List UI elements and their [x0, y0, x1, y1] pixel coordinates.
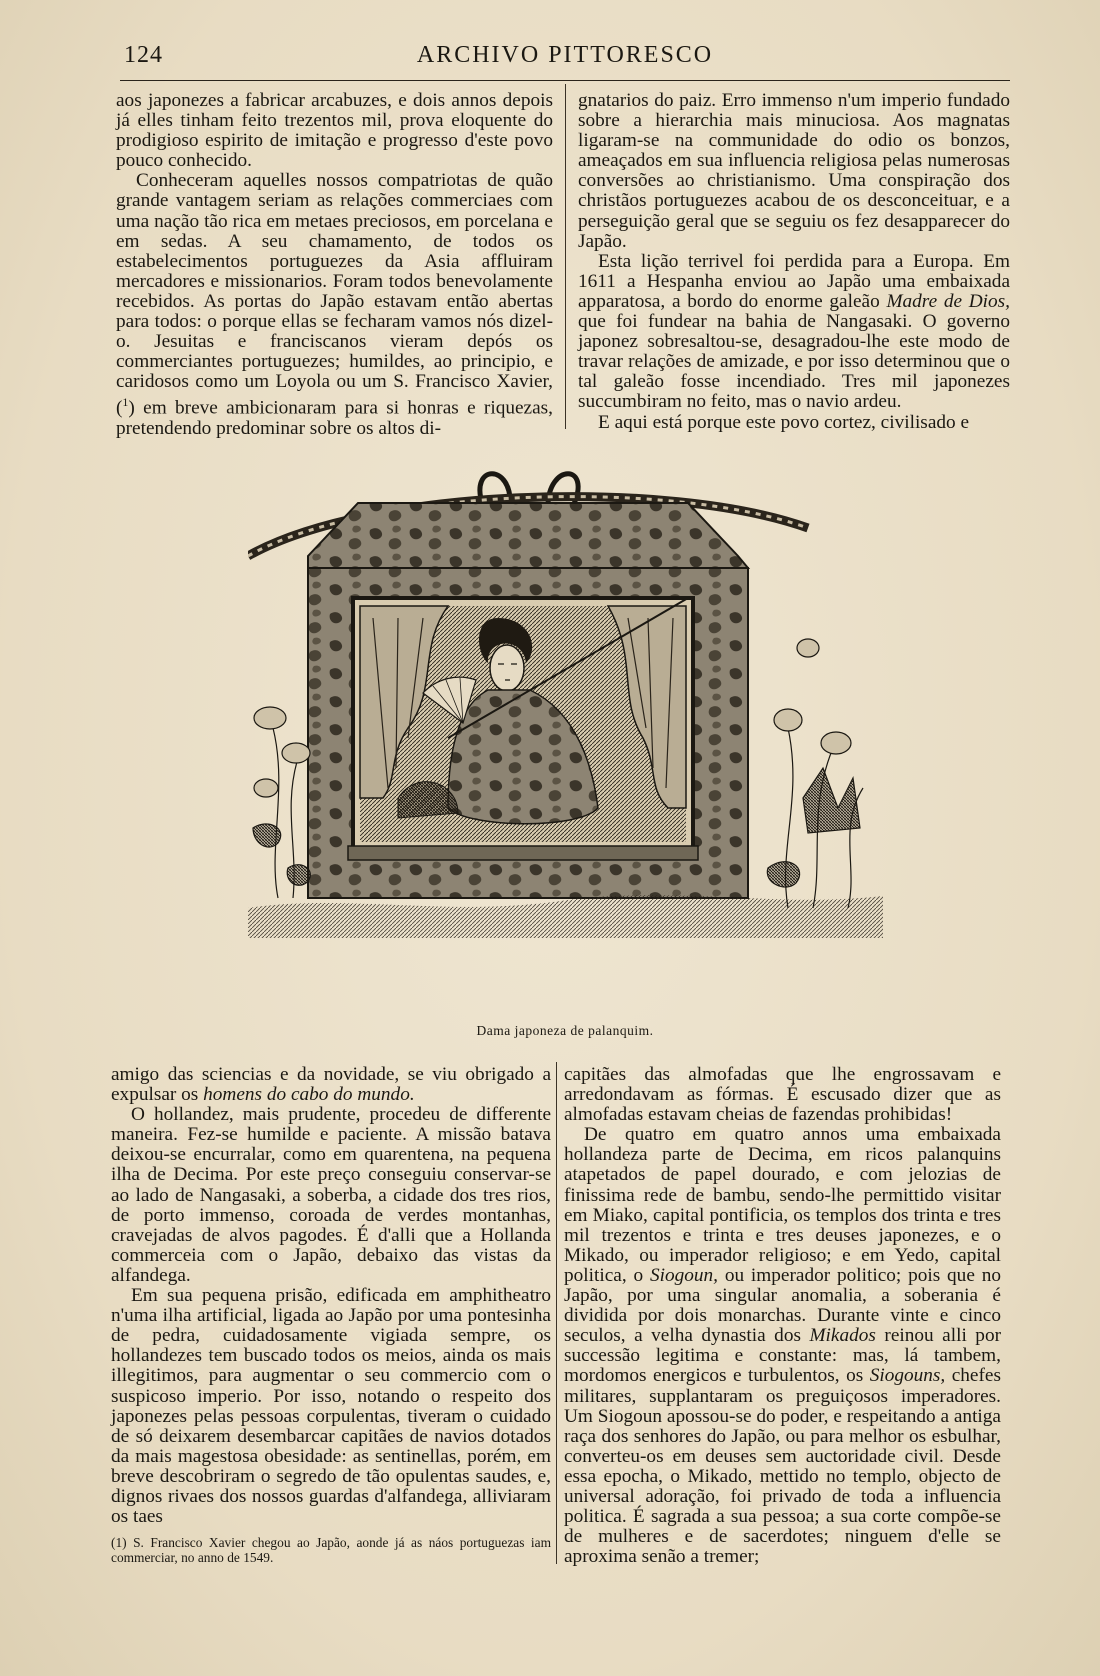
column-divider [565, 84, 566, 429]
paragraph [111, 1065, 551, 1105]
paragraph: E aqui está porque este povo cortez, civilisado e [598, 411, 970, 433]
running-title: ARCHIVO PITTORESCO [416, 42, 714, 68]
header-rule [120, 80, 1010, 81]
paragraph [564, 1125, 1001, 1567]
paragraph: O hollandez, mais prudente, procedeu de differente maneira. Fez-se humilde e paciente. A missão batava deixou-se encurralar, como em quarentena, na pequena ilha de Decima. Por este preço conseguiu conservar-se ao lado de Nangasaki, a soberba, a cidade dos tres rios, de porto immenso, coroada de verdes montanhas, cravejadas de alvos pagodes. É d'alli que a Hollanda commerceia com o Japão, debaixo das vistas da alfandega. [111, 1104, 551, 1286]
paragraph: aos japonezes a fabricar arcabuzes, e dois annos depois já elles tinham feito trezentos mil, prova eloquente do prodigioso espirito de imitação e progresso d'este povo pouco conhecido. [116, 90, 553, 172]
footnote [111, 1535, 551, 1565]
column-bottom-left [111, 1065, 551, 1527]
paragraph-text: que foi fundear na bahia de Nangasaki. O governo japonez sobresaltou-se, desagradou-lhe este modo de travar relações de amizade, e por isso determinou que o tal galeão fosse incendiado. Tres mil japonezes succumbiram no feito, mas o navio ardeu. [578, 311, 1010, 413]
emphasis: homens do cabo do mundo. [203, 1084, 415, 1106]
paragraph: Em sua pequena prisão, edificada em amphitheatro n'uma ilha artificial, ligada ao Japão por uma pontesinha de pedra, cuidadosamente vigiada sempre, os hollandezes tem buscado todos os meios, ainda os mais illegitimos, para augmentar o seu commercio com o suspicoso imperio. Por isso, notando o respeito dos japonezes pelas pessoas corpulentas, tiveram o cuidado de só deixarem desembarcar capitães de navios dotados da mais magestosa obesidade: as sentinellas, porém, em breve descobriram o segredo de tão opulentas saudes, e, dignos rivaes dos nossos guardas d'alfandega, alliviaram os taes [111, 1285, 551, 1528]
emphasis: Siogouns, [869, 1365, 946, 1387]
paragraph: gnatarios do paiz. Erro immenso n'um imperio fundado sobre a hierarchia mais minuciosa. Aos magnatas ligaram-se na communidade do odio os bonzos, ameaçados em sua influencia religiosa pelas numerosas conversões ao christianismo. Uma conspiração dos christãos portuguezes acabou de os desconceituar, e a perseguição geral que se seguiu os fez desapparecer do Japão. [578, 90, 1010, 252]
paragraph: capitães das almofadas que lhe engrossavam e arredondavam as fórmas. É escusado dizer que as almofadas estavam cheias de fazendas prohibidas! [564, 1064, 1001, 1126]
paragraph-text: ou imperador politico; pois que no Japão, por uma singular anomalia, a soberania é dividida por dois monarchas. Durante vinte e cinco seculos, a velha dynastia dos [564, 1264, 1001, 1347]
paragraph-text: reinou alli por successão legitima e constante: mas, lá tambem, mordomos energicos e turbulentos, os [564, 1325, 1002, 1387]
page-number: 124 [124, 42, 163, 68]
page-header [120, 42, 1010, 78]
paragraph-text: Conheceram aquelles nossos compatriotas de quão grande vantagem seriam as relações commerciaes com uma nação tão rica em metaes preciosos, em porcelana e em sedas. A seu chamamento, de todos os estabelecimentos portuguezes da Asia affluiram mercadores e missionarios. Foram todos benevolamente recebidos. As portas do Japão estavam então abertas para todos: o porque ellas se fecharam vamos nós dizel-o. Jesuitas e franciscanos vieram depós os commerciantes portuguezes; humildes, ao principio, e caridosos como um Loyola ou um S. Francisco Xavier, [116, 170, 553, 393]
figure-caption: Dama japoneza de palanquim. [476, 1023, 654, 1038]
paragraph-text: em breve ambicionaram para si honras e riquezas, pretendendo predominar sobre os altos di- [116, 397, 553, 439]
column-top-right [578, 91, 1010, 433]
footnote-marker: (1) [111, 1535, 127, 1550]
footnote-text: S. Francisco Xavier chegou ao Japão, aonde já as náos portuguezas iam commerciar, no anno de 1549. [111, 1535, 551, 1565]
paragraph: Conheceram aquelles nossos compatriotas de quão grande vantagem seriam as relações commerciaes com uma nação tão rica em metaes preciosos, em porcelana e em sedas. A seu chamamento, de todos os estabelecimentos portuguezes da Asia affluiram mercadores e missionarios. Foram todos benevolamente recebidos. As portas do Japão estavam então abertas para todos: o porque ellas se fecharam vamos nós dizel-o. Jesuitas e franciscanos vieram depós os commerciantes portuguezes; humildes, ao principio, e caridosos como um Loyola ou um S. Francisco Xavier, ($^1$) em breve ambicionaram para si honras e riquezas, pretendendo predominar sobre os altos di- [116, 170, 553, 439]
emphasis: Mikados [809, 1325, 876, 1347]
paragraph-text: De quatro em quatro annos uma embaixada hollandeza parte de Decima, em ricos palanquins atapetados de papel dourado, e com jelozias de finissima rede de bambu, sendo-lhe permittido visitar em Miako, capital pontificia, os templos dos trinta e tres mil trezentos e trinta e tres deuses japonezes, e o Mikado, ou imperador religioso; e em Yedo, capital politica, o [564, 1124, 1001, 1286]
column-top-left [116, 91, 553, 439]
paragraph-text: amigo das sciencias e da novidade, se viu obrigado a expulsar os [111, 1064, 551, 1106]
footnote-reference[interactable]: 1 [122, 395, 129, 410]
engraving-palanquin [248, 468, 883, 1000]
paragraph-text: Esta lição terrivel foi perdida para a Europa. Em 1611 a Hespanha enviou ao Japão uma embaixada apparatosa, a bordo do enorme galeão [578, 250, 1010, 312]
emphasis: Siogoun, [649, 1264, 718, 1286]
paragraph-text: chefes militares, supplantaram os preguiçosos imperadores. Um Siogoun apossou-se do poder, e respeitando a antiga raça dos senhores do Japão, ou para melhor os esbulhar, converteu-os em deuses sem auctoridade civil. Desde essa epocha, o Mikado, mettido no templo, objecto de universal adoração, foi privado de toda a influencia politica. É sagrada a sua pessoa; a sua corte compõe-se de mulheres e de sacerdotes; ninguem d'elle se aproxima senão a tremer; [564, 1365, 1001, 1568]
paragraph [578, 252, 1010, 413]
column-bottom-right [564, 1065, 1001, 1567]
engraving-illustration [248, 468, 883, 1000]
column-divider [556, 1062, 557, 1564]
ship-name: Madre de Dios, [886, 290, 1010, 312]
